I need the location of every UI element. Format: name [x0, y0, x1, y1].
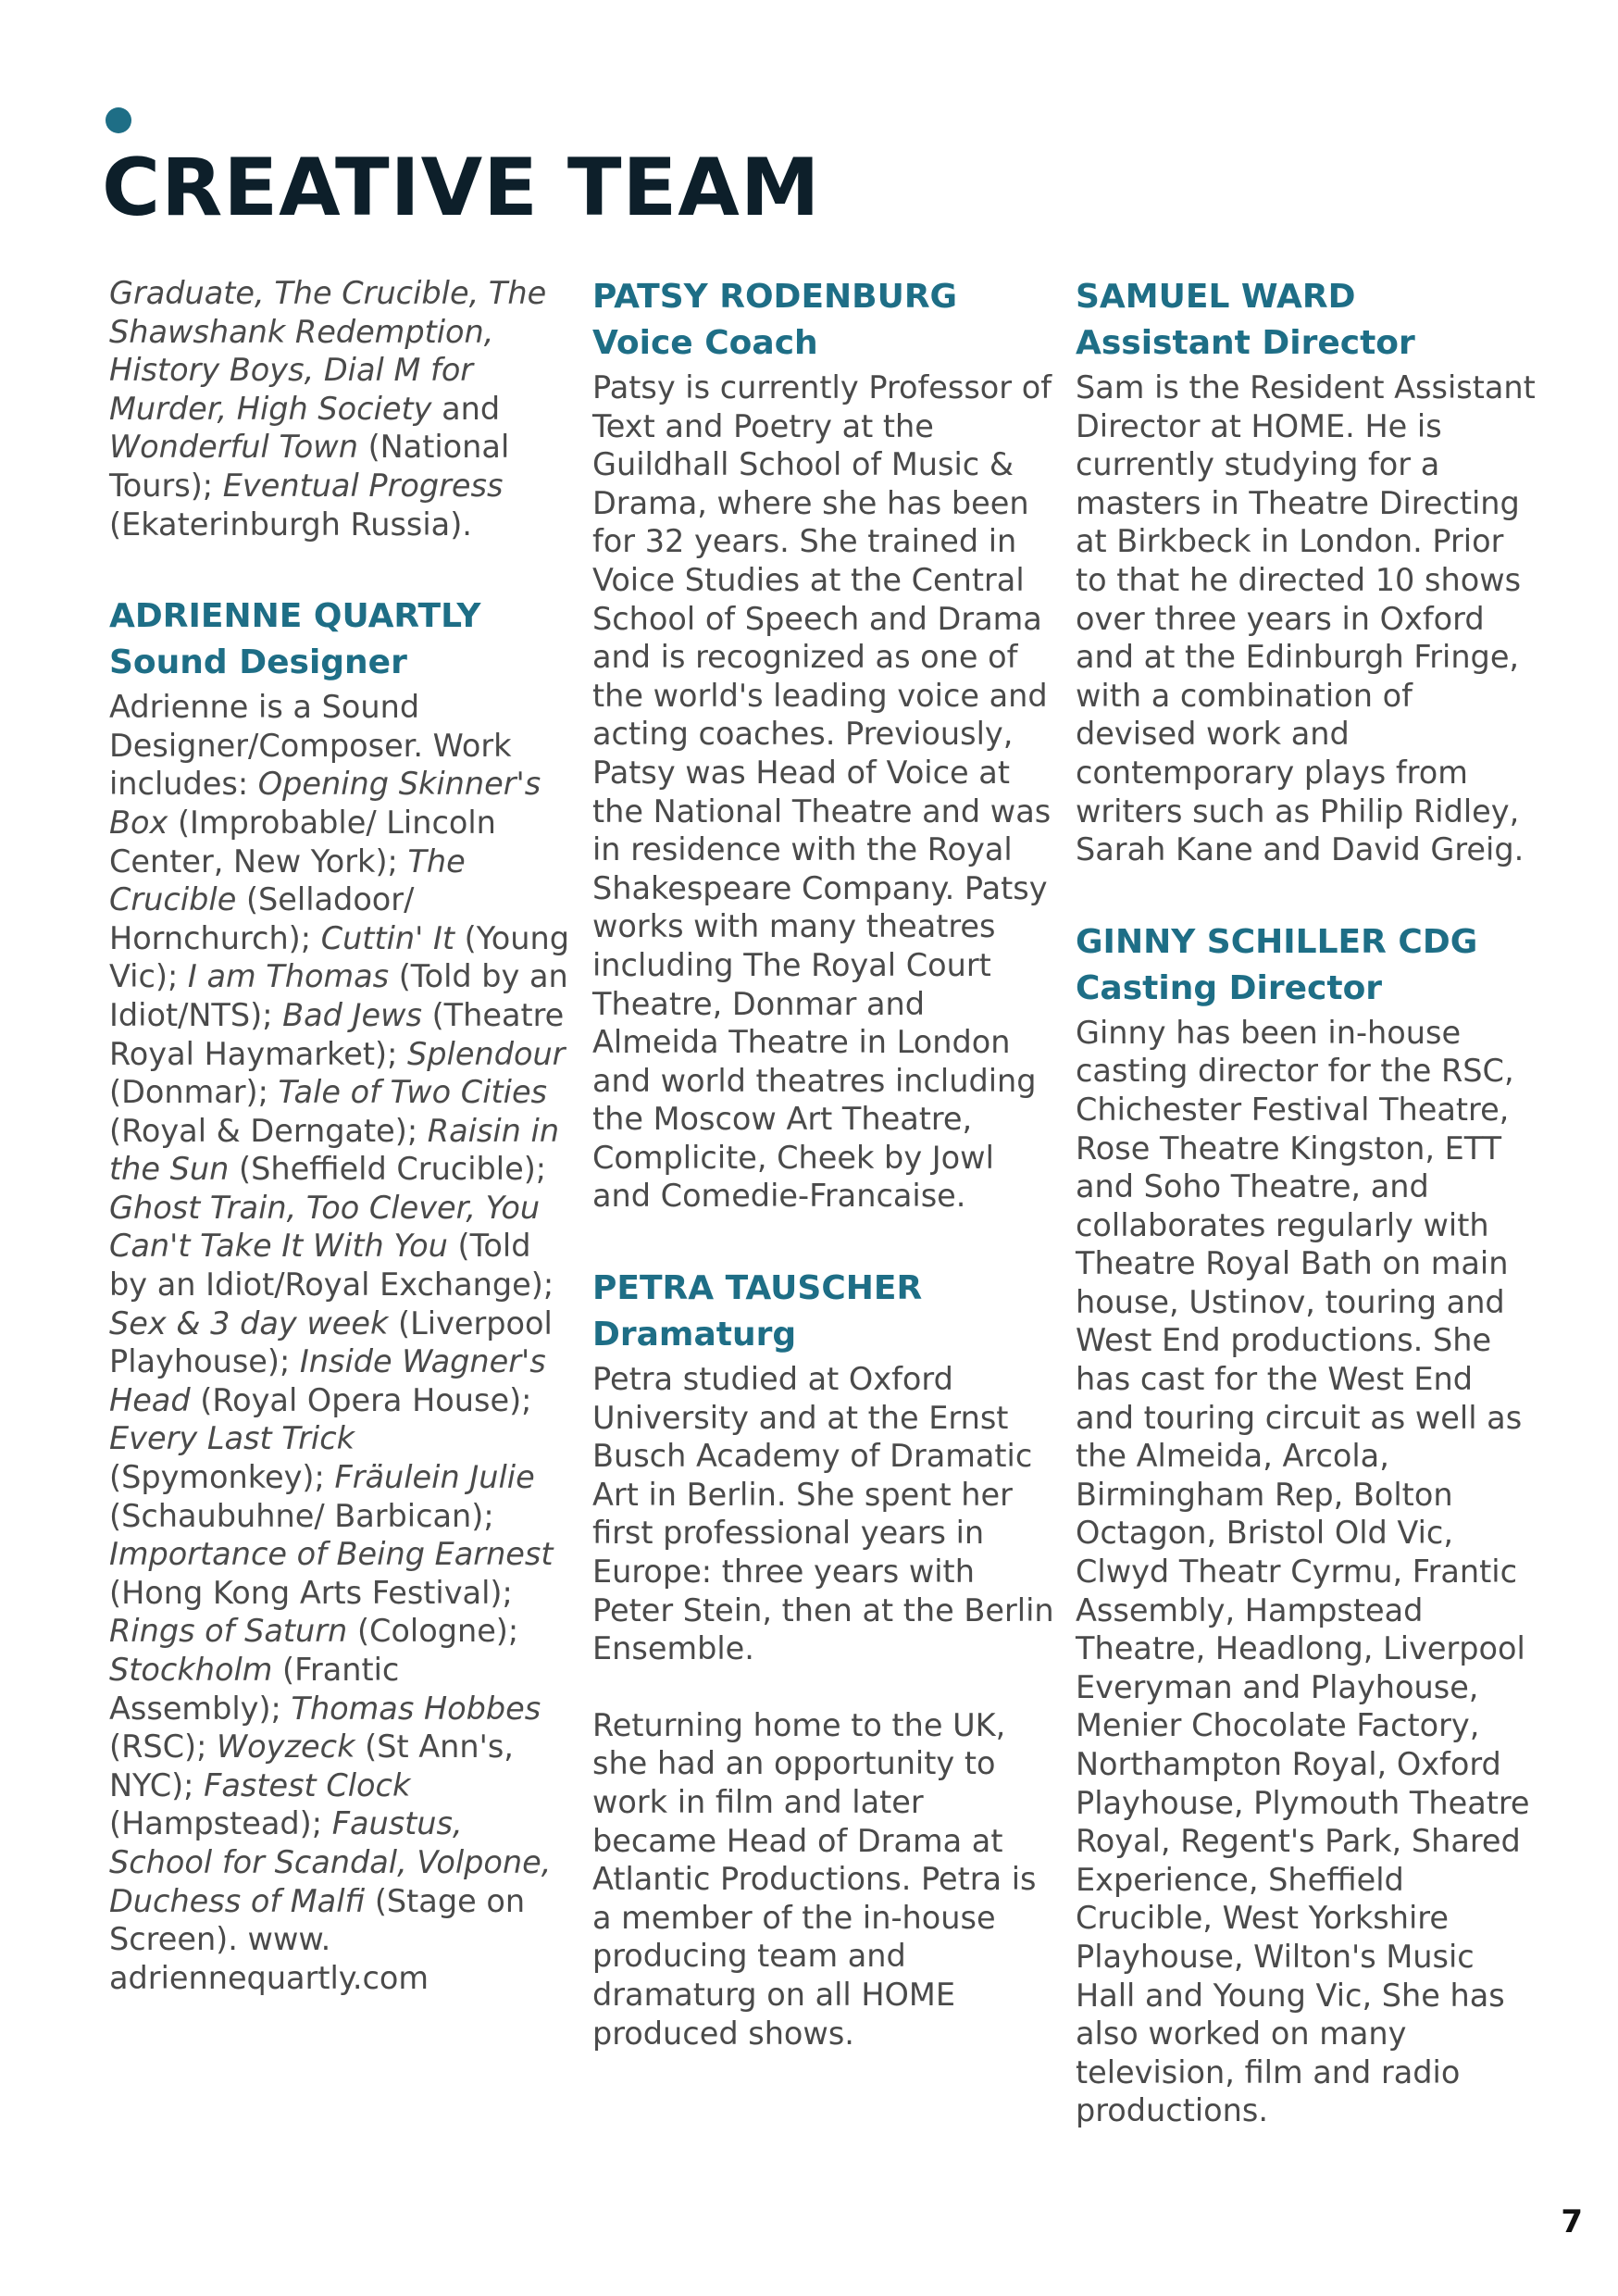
team-member [592, 274, 1055, 1216]
bio-text: (RSC); [109, 1728, 218, 1766]
bio-text: (Schaubuhne/ Barbican); [109, 1497, 494, 1534]
production-title: Fräulein Julie [334, 1459, 535, 1496]
production-title: Splendour [407, 1035, 566, 1072]
member-name: PETRA TAUSCHER [592, 1269, 923, 1308]
column-3 [1076, 274, 1538, 2130]
bio-text: Adrienne is a Sound Designer/Composer. Work includes: [109, 689, 512, 803]
bio-text: (Stage on Screen). www. adriennequartly.com [109, 1882, 526, 1996]
bio-text: (Ekaterinburgh Russia). [109, 505, 472, 543]
bio-text: (Spymonkey); [109, 1459, 335, 1496]
member-role: Assistant Director [1076, 324, 1415, 362]
production-title: I am Thomas [187, 958, 390, 995]
production-title: Cuttin' It [320, 919, 454, 956]
member-name: PATSY RODENBURG [592, 278, 958, 316]
production-title: Tale of Two Cities [278, 1074, 548, 1111]
bio-text: and [431, 390, 501, 427]
member-bio: Sam is the Resident Assistant Director at HOME. He is currently studying for a masters in Theatre Directing at Birkbeck in London. Prior to that he directed 10 shows over three years in Oxford and at the Edinburgh Fringe, with a combination of devised work and contemporary plays from writers such as Philip Ridley, Sarah Kane and David Greig. [1076, 369, 1536, 868]
production-title: Opening Skinner's Box [109, 766, 541, 841]
production-title: Stockholm [109, 1652, 273, 1688]
production-title: Fastest Clock [204, 1766, 411, 1803]
production-title: Faustus, School for Scandal, Volpone, Duchess of Malfi [109, 1805, 552, 1919]
production-title: The Crucible [109, 842, 466, 918]
production-title: Bad Jews [282, 996, 422, 1033]
production-title: Raisin in the Sun [109, 1112, 560, 1188]
member-role: Sound Designer [109, 643, 407, 682]
bio-text: (Royal Opera House); [190, 1381, 532, 1418]
production-title: Sex & 3 day week [109, 1304, 389, 1341]
member-name: SAMUEL WARD [1076, 278, 1356, 316]
bio-text: (National Tours); [109, 429, 510, 504]
member-bio [109, 688, 572, 1997]
bio-text: (Sheffield Crucible); [229, 1151, 547, 1188]
member-role: Voice Coach [592, 324, 818, 362]
production-title: Wonderful Town [109, 429, 358, 466]
production-title: Every Last Trick [109, 1420, 355, 1457]
continued-bio-text [109, 274, 572, 543]
production-title: Inside Wagner's Head [109, 1343, 546, 1418]
bio-text: (Young Vic); [109, 919, 569, 995]
member-bio: Ginny has been in-house casting director for the RSC, Chichester Festival Theatre, Rose Theatre Kingston, ETT and Soho Theatre, and collaborates regularly with Theatre Royal Bath on main house, Ustinov, touring and West End productions. She has cast for the West End and touring circuit as well as the Almeida, Arcola, Birmingham Rep, Bolton Octagon, Bristol Old Vic, Clwyd Theatr Cyrmu, Frantic Assembly, Hampstead Theatre, Headlong, Liverpool Everyman and Playhouse, Menier Chocolate Factory, Northampton Royal, Oxford Playhouse, Plymouth Theatre Royal, Regent's Park, Shared Experience, Sheffield Crucible, West Yorkshire Playhouse, Wilton's Music Hall and Young Vic, She has also worked on many television, film and radio productions. [1076, 1014, 1530, 2129]
bio-text: (Selladoor/ Hornchurch); [109, 881, 415, 956]
team-member [1076, 919, 1538, 2130]
bio-text: (Improbable/ Lincoln Center, New York); [109, 804, 496, 880]
bio-text: (Donmar); [109, 1074, 279, 1111]
page-title: CREATIVE TEAM [102, 142, 821, 234]
production-title: Graduate, The Crucible, The Shawshank Redemption, History Boys, Dial M for Murder, High Society [109, 275, 547, 427]
bio-text: (Theatre Royal Haymarket); [109, 996, 565, 1072]
member-name: ADRIENNE QUARTLY [109, 597, 481, 636]
bio-text: (Told by an Idiot/Royal Exchange); [109, 1228, 554, 1304]
production-title: Importance of Being Earnest [109, 1536, 554, 1573]
bio-text: (Royal & Derngate); [109, 1112, 428, 1149]
production-title: Woyzeck [217, 1728, 355, 1766]
bio-text: (Told by an Idiot/NTS); [109, 958, 568, 1033]
column-2 [592, 274, 1055, 2053]
member-name: GINNY SCHILLER CDG [1076, 922, 1478, 961]
bio-text: (Liverpool Playhouse); [109, 1304, 553, 1380]
team-member [592, 1266, 1055, 2053]
title-bullet-dot [106, 107, 131, 133]
production-title: Rings of Saturn [109, 1613, 348, 1650]
bio-text: (Cologne); [347, 1613, 519, 1650]
member-bio: Returning home to the UK, she had an opportunity to work in film and later became Head of Drama at Atlantic Productions. Petra is a member of the in-house producing team and dramaturg on all HOME produced shows. [592, 1706, 1037, 2052]
bio-text: (Hampstead); [109, 1805, 332, 1842]
production-title: Thomas Hobbes [291, 1690, 541, 1727]
production-title: Eventual Progress [222, 467, 504, 504]
bio-text: (Frantic Assembly); [109, 1652, 400, 1727]
production-title: Ghost Train, Too Clever, You Can't Take It With You [109, 1189, 541, 1265]
team-member [1076, 274, 1538, 869]
page-number: 7 [1561, 2203, 1583, 2240]
member-bio: Patsy is currently Professor of Text and Poetry at the Guildhall School of Music & Drama, where she has been for 32 years. She trained in Voice Studies at the Central School of Speech and Drama and is recognized as one of the world's leading voice and acting coaches. Previously, Patsy was Head of Voice at the National Theatre and was in residence with the Royal Shakespeare Company. Patsy works with many theatres including The Royal Court Theatre, Donmar and Almeida Theatre in London and world theatres including the Moscow Art Theatre, Complicite, Cheek by Jowl and Comedie-Francaise. [592, 369, 1052, 1215]
member-role: Dramaturg [592, 1316, 797, 1354]
member-bio: Petra studied at Oxford University and at the Ernst Busch Academy of Dramatic Art in Berlin. She spent her first professional years in Europe: three years with Peter Stein, then at the Berlin Ensemble. [592, 1361, 1054, 1667]
member-role: Casting Director [1076, 968, 1383, 1007]
column-1 [109, 274, 572, 1997]
bio-text: (Hong Kong Arts Festival); [109, 1574, 513, 1611]
bio-text: (St Ann's, NYC); [109, 1728, 514, 1803]
